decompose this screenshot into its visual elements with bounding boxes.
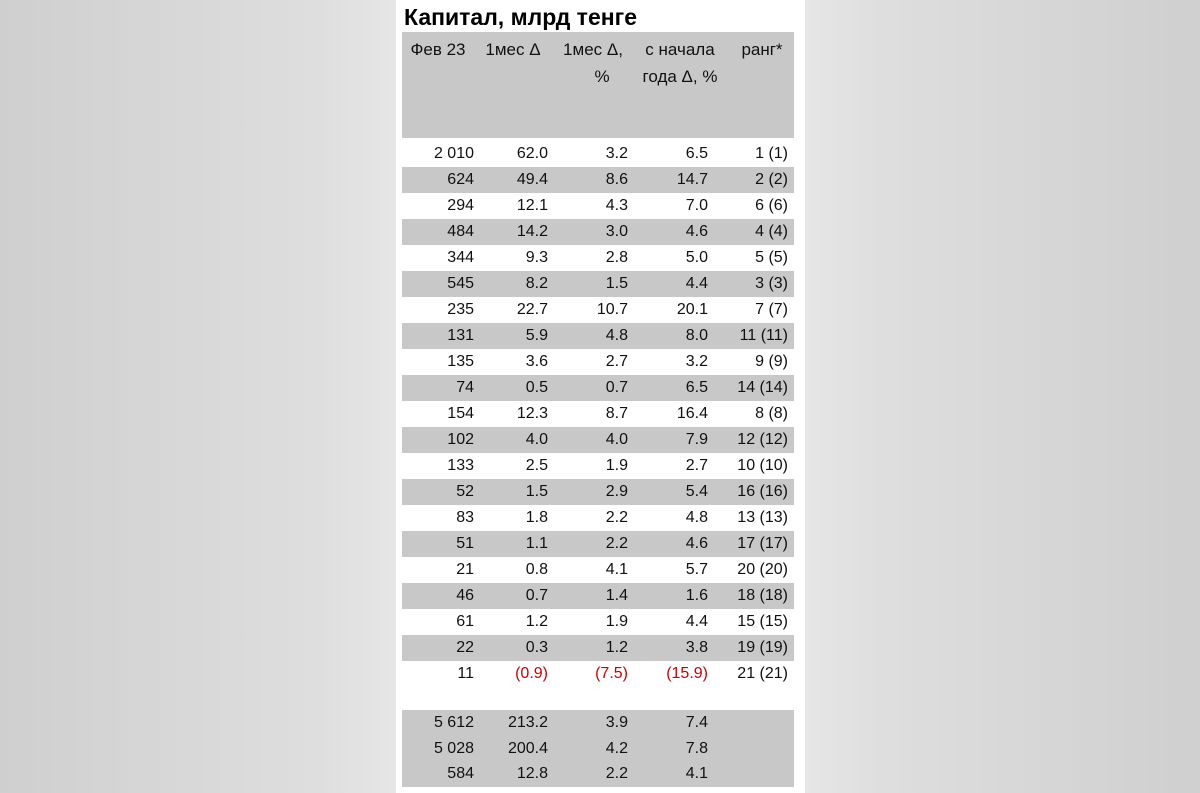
cell-ytd-delta-pct: 3.8 (685, 639, 708, 656)
cell-capital: 294 (447, 197, 474, 214)
page-title: Капитал, млрд тенге (404, 4, 637, 30)
cell-rank: 16 (16) (737, 483, 788, 500)
header-1m-delta-pct-line2: % (594, 67, 610, 86)
cell-1m-delta-pct: 8.7 (605, 405, 628, 422)
total-rank (708, 736, 788, 762)
table-row (402, 609, 794, 635)
cell-ytd-delta-pct: 7.9 (685, 431, 708, 448)
header-rank (732, 36, 792, 63)
cell-1m-delta: 4.0 (525, 431, 548, 448)
cell-1m-delta-pct: 4.0 (605, 431, 628, 448)
total-1m-delta: 213.2 (507, 714, 548, 731)
cell-rank: 7 (7) (755, 301, 788, 318)
cell-ytd-delta-pct: 6.5 (685, 379, 708, 396)
cell-ytd-delta-pct: 4.4 (685, 275, 708, 292)
cell-1m-delta-pct: 1.5 (605, 275, 628, 292)
cell-rank: 6 (6) (755, 197, 788, 214)
cell-1m-delta: 1.5 (525, 483, 548, 500)
cell-1m-delta-pct: 1.9 (605, 613, 628, 630)
table-row (402, 193, 794, 219)
cell-1m-delta-pct: 2.2 (605, 535, 628, 552)
cell-rank: 3 (3) (755, 275, 788, 292)
cell-rank: 2 (2) (755, 171, 788, 188)
cell-ytd-delta-pct: 16.4 (676, 405, 708, 422)
cell-capital: 2 010 (433, 145, 474, 162)
header-rank-line1: ранг* (741, 40, 783, 59)
header-1m-delta-line1: 1мес Δ (485, 40, 541, 59)
header-ytd-delta-pct (634, 36, 726, 90)
cell-ytd-delta-pct: 14.7 (676, 171, 708, 188)
total-rank (708, 710, 788, 736)
cell-1m-delta-pct: 8.6 (605, 171, 628, 188)
table-body (402, 141, 794, 687)
cell-capital: 83 (456, 509, 474, 526)
cell-capital: 135 (447, 353, 474, 370)
total-1m-delta: 200.4 (507, 739, 548, 757)
table-row (402, 219, 794, 245)
cell-1m-delta-pct: 4.3 (605, 197, 628, 214)
cell-1m-delta: 3.6 (525, 353, 548, 370)
cell-rank: 8 (8) (755, 405, 788, 422)
cell-rank: 5 (5) (755, 249, 788, 266)
table-row (402, 401, 794, 427)
cell-capital: 22 (456, 639, 474, 656)
cell-ytd-delta-pct: 2.7 (685, 457, 708, 474)
cell-1m-delta-pct: 4.8 (605, 327, 628, 344)
cell-1m-delta: 22.7 (516, 301, 548, 318)
cell-capital: 344 (447, 249, 474, 266)
total-capital: 584 (447, 765, 474, 783)
total-ytd-delta-pct: 4.1 (685, 765, 708, 783)
cell-1m-delta-pct: 2.2 (605, 509, 628, 526)
totals-row (402, 761, 794, 787)
total-1m-delta-pct: 4.2 (605, 739, 628, 757)
table-panel (396, 0, 805, 793)
cell-1m-delta-pct: 1.9 (605, 457, 628, 474)
cell-1m-delta: 0.3 (525, 639, 548, 656)
cell-ytd-delta-pct: 4.6 (685, 223, 708, 240)
cell-capital: 46 (456, 587, 474, 604)
cell-capital: 51 (456, 535, 474, 552)
cell-rank: 12 (12) (737, 431, 788, 448)
cell-1m-delta-pct: 2.8 (605, 249, 628, 266)
cell-rank: 10 (10) (737, 457, 788, 474)
total-ytd-delta-pct: 7.8 (685, 739, 708, 757)
totals-row (402, 736, 794, 762)
header-ytd-line1: с начала (645, 40, 715, 59)
table-row (402, 297, 794, 323)
cell-capital: 624 (447, 171, 474, 188)
cell-capital: 11 (457, 665, 474, 682)
table-row (402, 375, 794, 401)
table-row (402, 167, 794, 193)
table-row (402, 271, 794, 297)
table-row (402, 349, 794, 375)
total-1m-delta: 12.8 (516, 765, 548, 783)
cell-rank: 14 (14) (737, 379, 788, 396)
header-feb23 (402, 36, 474, 63)
cell-1m-delta: (0.9) (515, 665, 548, 682)
cell-1m-delta: 5.9 (525, 327, 548, 344)
total-capital: 5 028 (433, 739, 474, 757)
cell-1m-delta: 0.8 (525, 561, 548, 578)
cell-ytd-delta-pct: 1.6 (685, 587, 708, 604)
cell-capital: 545 (447, 275, 474, 292)
table-row (402, 583, 794, 609)
cell-capital: 21 (456, 561, 474, 578)
cell-1m-delta-pct: 3.0 (605, 223, 628, 240)
cell-ytd-delta-pct: 20.1 (676, 301, 708, 318)
cell-rank: 15 (15) (737, 613, 788, 630)
table-totals (402, 710, 794, 787)
table-row (402, 505, 794, 531)
cell-rank: 21 (21) (737, 665, 788, 682)
table-row (402, 453, 794, 479)
cell-capital: 52 (456, 483, 474, 500)
cell-rank: 13 (13) (737, 509, 788, 526)
cell-1m-delta: 2.5 (525, 457, 548, 474)
cell-ytd-delta-pct: 4.8 (685, 509, 708, 526)
cell-ytd-delta-pct: 5.0 (685, 249, 708, 266)
table-row (402, 323, 794, 349)
background-right (805, 0, 1200, 793)
cell-1m-delta: 14.2 (516, 223, 548, 240)
cell-1m-delta: 8.2 (525, 275, 548, 292)
cell-1m-delta-pct: (7.5) (595, 665, 628, 682)
cell-1m-delta-pct: 4.1 (605, 561, 628, 578)
cell-1m-delta-pct: 1.4 (605, 587, 628, 604)
cell-rank: 19 (19) (737, 639, 788, 656)
cell-rank: 4 (4) (755, 223, 788, 240)
table-row (402, 635, 794, 661)
table-row (402, 557, 794, 583)
total-1m-delta-pct: 2.2 (605, 765, 628, 783)
cell-ytd-delta-pct: 7.0 (685, 197, 708, 214)
table-row (402, 427, 794, 453)
cell-rank: 17 (17) (737, 535, 788, 552)
cell-1m-delta: 1.2 (525, 613, 548, 630)
header-1m-delta-pct (554, 36, 632, 90)
cell-1m-delta-pct: 1.2 (605, 639, 628, 656)
cell-capital: 235 (447, 301, 474, 318)
cell-ytd-delta-pct: 5.7 (685, 561, 708, 578)
cell-capital: 131 (447, 327, 474, 344)
cell-1m-delta: 62.0 (516, 145, 548, 162)
cell-1m-delta-pct: 2.9 (605, 483, 628, 500)
total-capital: 5 612 (433, 714, 474, 731)
cell-ytd-delta-pct: (15.9) (666, 665, 708, 682)
total-ytd-delta-pct: 7.4 (685, 714, 708, 731)
cell-capital: 484 (447, 223, 474, 240)
total-rank (708, 761, 788, 787)
cell-1m-delta: 12.1 (516, 197, 548, 214)
cell-capital: 154 (447, 405, 474, 422)
cell-1m-delta-pct: 10.7 (596, 301, 628, 318)
cell-1m-delta: 49.4 (516, 171, 548, 188)
cell-ytd-delta-pct: 6.5 (685, 145, 708, 162)
cell-rank: 1 (1) (755, 145, 788, 162)
cell-ytd-delta-pct: 4.4 (685, 613, 708, 630)
table-header (402, 32, 794, 138)
cell-1m-delta: 0.5 (525, 379, 548, 396)
cell-1m-delta-pct: 2.7 (605, 353, 628, 370)
cell-capital: 61 (456, 613, 474, 630)
cell-1m-delta: 9.3 (525, 249, 548, 266)
cell-1m-delta: 12.3 (516, 405, 548, 422)
cell-rank: 11 (11) (739, 327, 788, 344)
total-1m-delta-pct: 3.9 (605, 714, 628, 731)
cell-ytd-delta-pct: 5.4 (685, 483, 708, 500)
cell-capital: 133 (447, 457, 474, 474)
background-left (0, 0, 396, 793)
table-row (402, 479, 794, 505)
cell-1m-delta: 0.7 (525, 587, 548, 604)
totals-row (402, 710, 794, 736)
cell-1m-delta-pct: 3.2 (605, 145, 628, 162)
header-feb23-line1: Фев 23 (410, 40, 466, 59)
cell-ytd-delta-pct: 3.2 (685, 353, 708, 370)
cell-ytd-delta-pct: 8.0 (685, 327, 708, 344)
cell-capital: 74 (456, 379, 474, 396)
cell-1m-delta-pct: 0.7 (605, 379, 628, 396)
cell-1m-delta: 1.1 (525, 535, 548, 552)
header-ytd-line2: года Δ, % (642, 67, 718, 86)
cell-rank: 9 (9) (755, 353, 788, 370)
table-row (402, 661, 794, 687)
header-1m-delta (476, 36, 550, 63)
header-1m-delta-pct-line1: 1мес Δ, (563, 40, 623, 59)
table-row (402, 245, 794, 271)
cell-rank: 20 (20) (737, 561, 788, 578)
table-row (402, 531, 794, 557)
table-row (402, 141, 794, 167)
cell-1m-delta: 1.8 (525, 509, 548, 526)
cell-capital: 102 (447, 431, 474, 448)
cell-rank: 18 (18) (737, 587, 788, 604)
cell-ytd-delta-pct: 4.6 (685, 535, 708, 552)
